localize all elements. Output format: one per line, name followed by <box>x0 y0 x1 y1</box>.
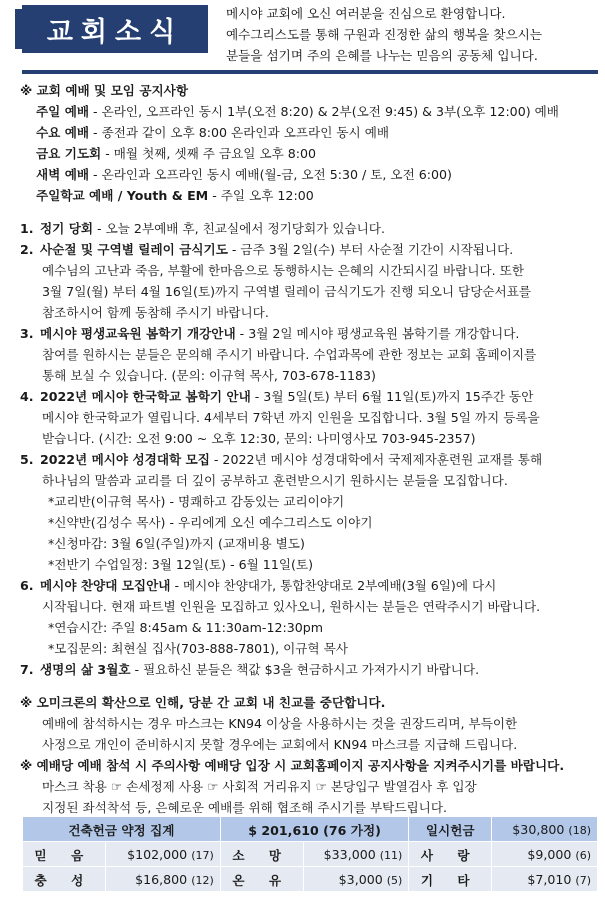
worship-item-label: 수요 예배 <box>36 125 90 140</box>
notice-title: 사순절 및 구역별 릴레이 금식기도 <box>40 242 228 257</box>
offering-count: (12) <box>191 873 214 887</box>
offering-category-value <box>105 867 220 892</box>
offering-count: (11) <box>379 848 403 862</box>
notice-continuation: 시작됩니다. 현재 파트별 인원을 모집하고 있사오니, 원하시는 분들은 연락주시기 바랍니다. <box>42 599 541 614</box>
entry-guideline-line: 마스크 착용 ☞ 손세정제 사용 ☞ 사회적 거리유지 ☞ 본당입구 발열검사 후 입장 <box>42 779 477 794</box>
notice-continuation: 받습니다. (시간: 오전 9:00 ~ 오후 12:30, 문의: 나미영사모 703-945-2357) <box>42 431 476 446</box>
worship-item-text: - 온라인, 오프라인 동시 1부(오전 8:20) & 2부(오전 9:45) & 3부(오후 12:00) 예배 <box>89 104 559 119</box>
covid-line: 사정으로 개인이 준비하시지 못할 경우에는 교회에서 KN94 마스크를 지급해 드립니다. <box>42 737 518 752</box>
welcome-line: 분들을 섬기며 주의 은혜를 나누는 믿음의 공동체 입니다. <box>226 48 538 63</box>
offering-header-row <box>23 817 598 842</box>
building-fund-label: 건축헌금 약정 집계 <box>23 817 221 842</box>
offering-category-value <box>492 867 598 892</box>
worship-item-text: - 온라인과 오프라인 동시 예배(월-금, 오전 5:30 / 토, 오전 6:00) <box>89 167 452 182</box>
temp-offering-amount: $30,800 <box>512 821 565 837</box>
notice-number: 1. <box>20 221 34 236</box>
notice-title: 정기 당회 <box>40 221 94 236</box>
temp-offering-value <box>492 817 598 842</box>
offering-amount: $16,800 <box>135 871 188 887</box>
notice-continuation: 3월 7일(월) 부터 4월 16일(토)까지 구역별 릴레이 금식기도가 진행 되오니 담당순서표를 <box>42 284 532 299</box>
offering-category-label: 충 성 <box>23 867 106 892</box>
offering-count: (7) <box>575 873 591 887</box>
welcome-line: 예수그리스도를 통해 구원과 진정한 삶의 행복을 찾으시는 <box>226 27 542 42</box>
notice-text: - 금주 3월 2일(수) 부터 사순절 기간이 시작됩니다. <box>227 242 514 257</box>
notice-continuation: 하나님의 말씀과 교리를 더 깊이 공부하고 훈련받으시기 원하시는 분들을 모집합니다. <box>42 473 508 488</box>
temp-offering-count: (18) <box>568 823 591 837</box>
worship-item <box>20 143 598 164</box>
notice-text: - 3월 5일(토) 부터 6월 11일(토)까지 15주간 동안 <box>250 389 534 404</box>
offering-amount: $102,000 <box>127 846 188 862</box>
offering-category-value <box>303 867 409 892</box>
offering-amount: $33,000 <box>323 846 376 862</box>
notice-title: 메시야 평생교육원 봄학기 개강안내 <box>40 326 236 341</box>
notice-number: 4. <box>20 389 34 404</box>
building-fund-amount: $ 201,610 <box>248 822 319 838</box>
offering-row <box>23 867 598 892</box>
notice-subitem: *신청마감: 3월 6일(주일)까지 (교재비용 별도) <box>48 536 305 551</box>
notice-text: - 3월 2일 메시야 평생교육원 봄학기를 개강합니다. <box>235 326 520 341</box>
offering-category-value <box>105 842 220 867</box>
offering-amount: $9,000 <box>527 846 572 862</box>
offering-category-value <box>492 842 598 867</box>
spacer <box>20 206 598 218</box>
notice-item <box>20 323 598 344</box>
offering-category-value <box>303 842 409 867</box>
offering-count: (5) <box>386 873 403 887</box>
notice-list <box>20 218 598 680</box>
notice-item <box>20 218 598 239</box>
notice-subitem: *연습시간: 주일 8:45am & 11:30am-12:30pm <box>48 620 324 635</box>
worship-item <box>20 122 598 143</box>
spacer <box>20 680 598 692</box>
notice-continuation: 메시야 한국학교가 열립니다. 4세부터 7학년 까지 인원을 모집합니다. 3월 5일 까지 등록을 <box>42 410 540 425</box>
notice-item <box>20 239 598 260</box>
building-fund-count: (76 가정) <box>323 822 381 838</box>
worship-item-text: - 매월 첫째, 셋째 주 금요일 오후 8:00 <box>101 146 317 161</box>
worship-heading: ※ 교회 예배 및 모임 공지사항 <box>20 83 188 98</box>
offering-row <box>23 842 598 867</box>
page-title: 교회소식 <box>22 5 208 53</box>
worship-item-text: - 주일 오후 12:00 <box>208 188 314 203</box>
covid-line: 예배에 참석하시는 경우 마스크는 KN94 이상을 사용하시는 것을 권장드리며, 부득이한 <box>42 716 518 731</box>
offering-amount: $3,000 <box>338 871 383 887</box>
notice-text: - 오늘 2부예배 후, 친교실에서 정기당회가 있습니다. <box>93 221 385 236</box>
worship-item-text: - 종전과 같이 오후 8:00 온라인과 오프라인 동시 예배 <box>89 125 390 140</box>
offering-amount: $7,010 <box>527 871 572 887</box>
offering-category-label: 사 랑 <box>409 842 492 867</box>
notice-text: - 메시야 찬양대가, 통합찬양대로 2부예배(3월 6일)에 다시 <box>170 578 497 593</box>
notice-item <box>20 449 598 470</box>
notice-title: 생명의 삶 3월호 <box>40 662 131 677</box>
welcome-line: 메시야 교회에 오신 여러분을 진심으로 환영합니다. <box>226 6 506 21</box>
notice-continuation: 참조하시어 함께 동참해 주시기 바랍니다. <box>42 305 269 320</box>
covid-heading: ※ 오미크론의 확산으로 인해, 당분 간 교회 내 친교를 중단합니다. <box>20 695 386 710</box>
offering-category-label: 온 유 <box>220 867 303 892</box>
notice-subitem: *전반기 수업일정: 3월 12일(토) - 6월 11일(토) <box>48 557 313 572</box>
notice-number: 5. <box>20 452 34 467</box>
notice-text: - 2022년 메시야 성경대학에서 국제제자훈련원 교재를 통해 <box>209 452 543 467</box>
entry-guideline-heading: ※ 예배당 예배 참석 시 주의사항 예배당 입장 시 교회홈페이지 공지사항을 지켜주시기를 바랍니다. <box>20 758 565 773</box>
notice-number: 7. <box>20 662 34 677</box>
offering-table <box>22 816 598 892</box>
offering-category-label: 소 망 <box>220 842 303 867</box>
worship-item-label: 금요 기도회 <box>36 146 102 161</box>
worship-item-label: 주일 예배 <box>36 104 90 119</box>
worship-item-label: 새벽 예배 <box>36 167 90 182</box>
worship-item <box>20 185 598 206</box>
notice-continuation: 예수님의 고난과 죽음, 부활에 한마음으로 동행하시는 은혜의 시간되시길 바랍니다. 또한 <box>42 263 524 278</box>
notice-number: 2. <box>20 242 34 257</box>
notice-title: 2022년 메시야 한국학교 봄학기 안내 <box>40 389 251 404</box>
offering-category-label: 기 타 <box>409 867 492 892</box>
notice-item <box>20 659 598 680</box>
entry-guideline-line: 지정된 좌석착석 등, 은혜로운 예배를 위해 협조해 주시기를 부탁드립니다. <box>42 800 447 815</box>
temp-offering-label: 일시헌금 <box>409 817 492 842</box>
worship-list <box>20 101 598 206</box>
notice-continuation: 통해 보실 수 있습니다. (문의: 이규혁 목사, 703-678-1183) <box>42 368 376 383</box>
header <box>0 0 605 72</box>
welcome-message <box>226 3 598 66</box>
notice-subitem: *모집문의: 최현실 집사(703-888-7801), 이규혁 목사 <box>48 641 348 656</box>
notice-title: 메시야 찬양대 모집안내 <box>40 578 171 593</box>
notice-subitem: *교리반(이규혁 목사) - 명쾌하고 감동있는 교리이야기 <box>48 494 345 509</box>
notice-item <box>20 575 598 596</box>
header-divider <box>22 70 598 74</box>
offering-count: (17) <box>191 848 214 862</box>
worship-item-label: 주일학교 예배 / Youth & EM <box>36 188 209 203</box>
notice-number: 6. <box>20 578 34 593</box>
worship-item <box>20 164 598 185</box>
notice-continuation: 참여를 원하시는 분들은 문의해 주시기 바랍니다. 수업과목에 관한 정보는 교회 홈페이지를 <box>42 347 537 362</box>
offering-category-label: 믿 음 <box>23 842 106 867</box>
notice-subitem: *신약반(김성수 목사) - 우리에게 오신 예수그리스도 이야기 <box>48 515 373 530</box>
notice-content <box>20 80 598 818</box>
building-fund-total <box>220 817 409 842</box>
notice-text: - 필요하신 분들은 책값 $3을 현금하시고 가져가시기 바랍니다. <box>130 662 480 677</box>
notice-title: 2022년 메시야 성경대학 모집 <box>40 452 210 467</box>
notice-item <box>20 386 598 407</box>
worship-item <box>20 101 598 122</box>
notice-number: 3. <box>20 326 34 341</box>
offering-count: (6) <box>575 848 591 862</box>
